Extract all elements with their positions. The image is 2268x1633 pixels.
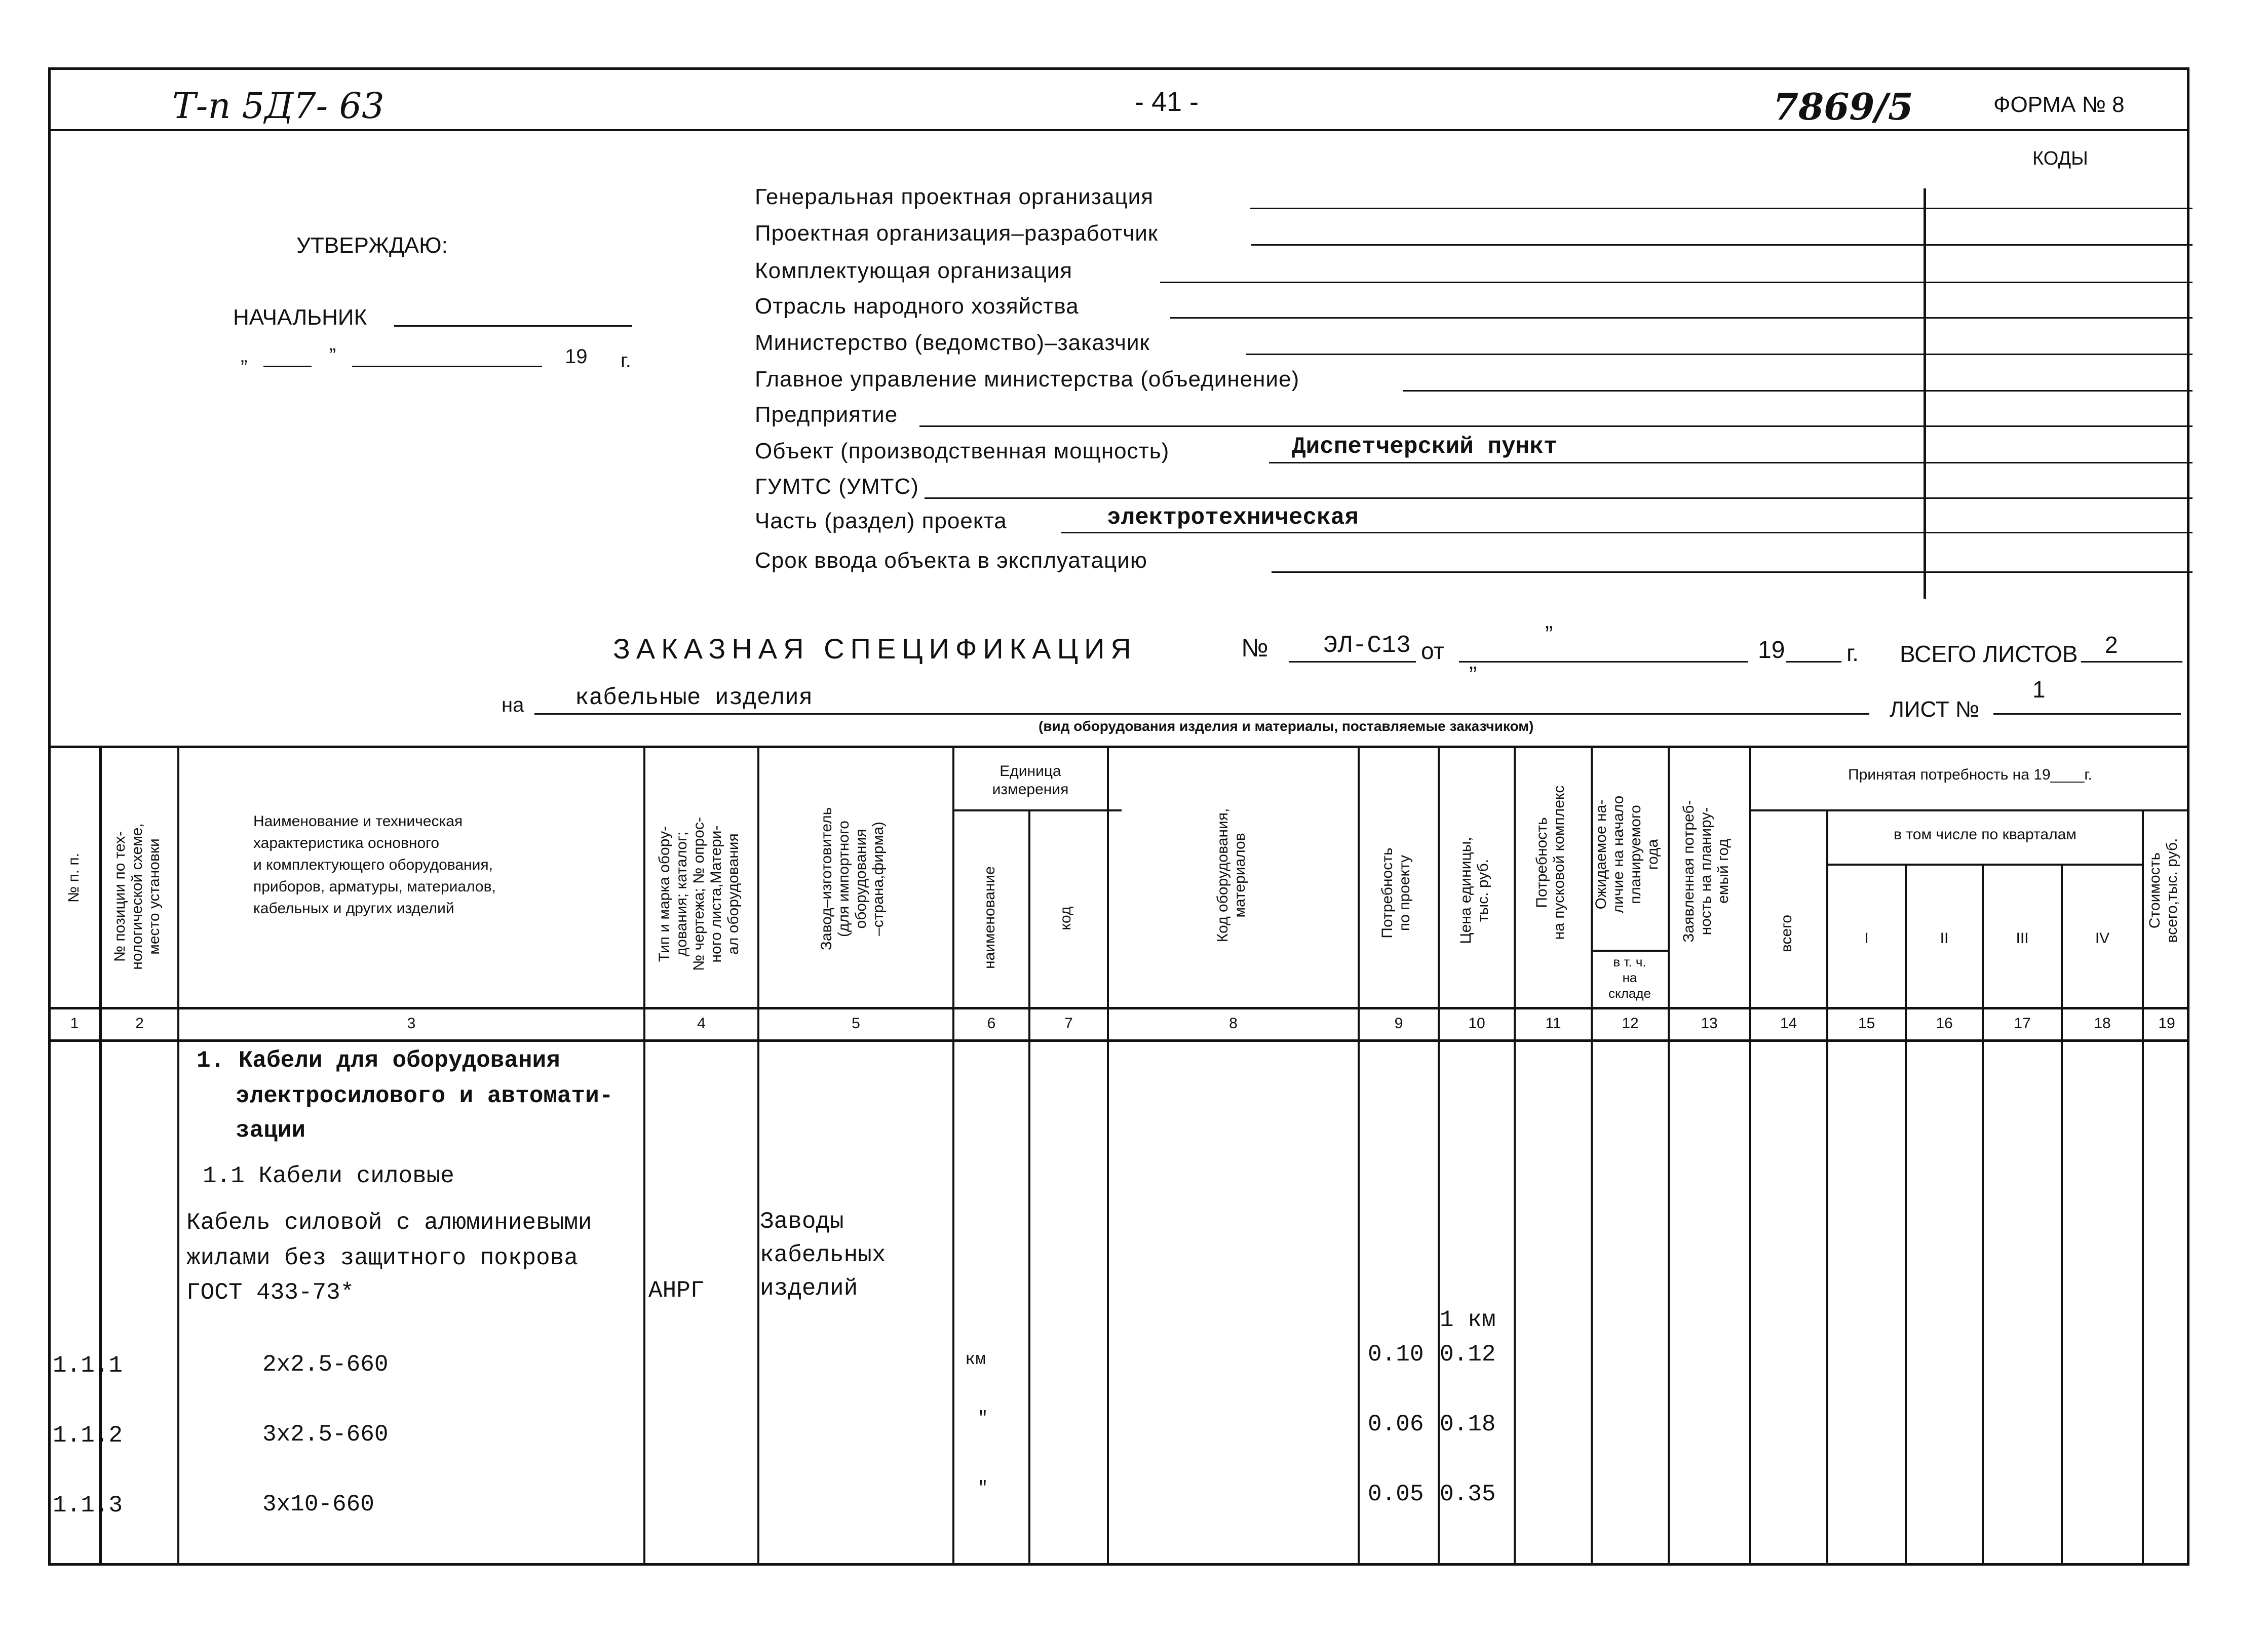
org-developer-line (1251, 244, 2193, 246)
org-supplier-line (1160, 282, 2193, 283)
org-project-part-line (1061, 532, 2193, 533)
col-line-18 (2142, 809, 2144, 1566)
header-equipment-code: Код оборудования, материалов (1214, 808, 1248, 943)
col-number-13: 13 (1701, 1015, 1718, 1032)
header-q4: IV (2095, 930, 2110, 947)
org-gumts-line (925, 497, 2193, 499)
col-number-6: 6 (987, 1015, 996, 1032)
org-developer-label: Проектная организация–разработчик (755, 221, 1159, 246)
approval-chief-line (394, 325, 632, 327)
col-line-15 (1905, 864, 1907, 1566)
col-number-15: 15 (1858, 1015, 1875, 1032)
col-number-16: 16 (1936, 1015, 1953, 1032)
row-1-number: 1.1.1 (53, 1352, 123, 1379)
header-q1: I (1864, 930, 1869, 947)
maker-line-1: Заводы (760, 1209, 844, 1235)
item-type: АНРГ (648, 1277, 705, 1304)
accepted-group-line (1750, 809, 2189, 811)
col-number-4: 4 (697, 1015, 706, 1032)
header-unit-code: код (1057, 906, 1074, 930)
header-launch-need: Потребность на пусковой комплекс (1533, 785, 1567, 940)
header-name: Наименование и техническая характеристика основного и комплектующего оборудования, приборов, арматуры, материалов, кабельных и других изделий (253, 813, 496, 917)
spec-for-value: кабельные изделия (575, 685, 813, 711)
org-industry-label: Отрасль народного хозяйства (755, 294, 1079, 319)
org-project-part-value: электротехническая (1107, 504, 1359, 531)
org-project-part-label: Часть (раздел) проекта (755, 509, 1007, 533)
header-q2: II (1940, 930, 1949, 947)
subsection-title: 1.1 Кабели силовые (203, 1163, 454, 1189)
approval-year-suffix: г. (621, 349, 631, 372)
org-general-line (1250, 208, 2193, 209)
col-line-5 (952, 746, 954, 1566)
org-main-department-label: Главное управление министерства (объединение) (755, 367, 1300, 392)
row-1-name: 2х2.5-660 (262, 1351, 389, 1378)
col-number-3: 3 (407, 1015, 416, 1032)
top-band-divider (48, 129, 2189, 131)
approval-day-line (263, 366, 312, 367)
header-type: Тип и марка обору- дования; каталог; № чертежа; № опрос- ного листа,Матери- ал оборудования (656, 817, 742, 971)
col-number-10: 10 (1468, 1015, 1485, 1032)
header-maker: Завод–изготовитель (для импортного оборудования –страна,фирма) (818, 807, 887, 951)
org-general-label: Генеральная проектная организация (755, 184, 1154, 209)
header-accepted-group: Принятая потребность на 19____г. (1848, 766, 2092, 783)
header-expected-stock: Ожидаемое на- личие на начало планируемого года (1593, 795, 1661, 914)
row-1-price: 0.12 (1440, 1341, 1496, 1368)
col-number-9: 9 (1394, 1015, 1403, 1032)
spec-number-label: № (1241, 634, 1268, 662)
section-title-line-2: электросилового и автомати- (236, 1083, 613, 1109)
col-line-3 (643, 746, 645, 1566)
approval-quote-open: „ (241, 344, 248, 367)
stock-sub-line (1591, 950, 1668, 952)
row-3-unit: " (978, 1479, 988, 1498)
org-supplier-label: Комплектующая организация (755, 258, 1073, 283)
header-cost: Стоимость всего,тыс. руб. (2146, 838, 2180, 943)
spec-quote-top: ” (1545, 621, 1553, 647)
approval-title: УТВЕРЖДАЮ: (296, 233, 448, 258)
header-unit-group: Единица измерения (992, 763, 1069, 798)
row-2-unit: " (978, 1409, 988, 1428)
spec-number-line (1289, 661, 1416, 663)
col-number-11: 11 (1545, 1015, 1561, 1032)
col-number-7: 7 (1064, 1015, 1073, 1032)
row-3-price: 0.35 (1440, 1481, 1496, 1507)
org-object-label: Объект (производственная мощность) (755, 439, 1170, 463)
row-3-need: 0.05 (1368, 1481, 1424, 1507)
org-ministry-line (1246, 354, 2193, 355)
spec-total-sheets-line (2081, 661, 2182, 663)
col-number-5: 5 (852, 1015, 860, 1032)
header-total: всего (1778, 914, 1795, 953)
org-object-line (1269, 462, 2193, 463)
col-line-14 (1826, 809, 1828, 1566)
header-project-need: Потребность по проекту (1379, 847, 1413, 939)
spec-total-sheets: 2 (2105, 632, 2118, 658)
header-declared-need: Заявленная потреб- ность на планиру- емый год (1680, 800, 1732, 943)
header-q3: III (2016, 930, 2029, 947)
col-line-13 (1749, 746, 1751, 1566)
row-2-number: 1.1.2 (53, 1422, 123, 1449)
col-number-8: 8 (1229, 1015, 1238, 1032)
row-3-name: 3х10-660 (262, 1491, 374, 1518)
row-2-need: 0.06 (1368, 1411, 1424, 1437)
col-line-10 (1514, 746, 1516, 1566)
org-object-value: Диспетчерский пункт (1292, 434, 1558, 460)
col-line-17 (2061, 864, 2063, 1566)
org-main-department-line (1403, 390, 2193, 392)
col-line-4 (757, 746, 759, 1566)
price-unit: 1 км (1440, 1307, 1496, 1333)
item-desc-line-2: жилами без защитного покрова (186, 1245, 578, 1271)
org-ministry-label: Министерство (ведомство)–заказчик (755, 330, 1150, 355)
row-2-name: 3х2.5-660 (262, 1421, 389, 1448)
spec-sheet-number: 1 (2032, 676, 2046, 703)
header-position: № позиции по тех- нологической схеме, место установки (111, 823, 163, 970)
maker-line-3: изделий (760, 1275, 858, 1302)
col-line-2 (177, 746, 179, 1566)
section-title-line-1: 1. Кабели для оборудования (197, 1047, 560, 1074)
org-industry-line (1170, 317, 2193, 319)
header-stock-sub: в т. ч. на складе (1608, 954, 1651, 1001)
approval-month-line (352, 366, 542, 367)
col-line-7 (1107, 746, 1109, 1566)
item-desc-line-3: ГОСТ 433-73* (186, 1279, 355, 1306)
row-1-need: 0.10 (1368, 1341, 1424, 1368)
spec-year-line (1786, 661, 1841, 663)
col-line-6 (1028, 809, 1030, 1566)
page-number: - 41 - (1135, 87, 1199, 117)
org-gumts-label: ГУМТС (УМТС) (755, 474, 919, 499)
header-row-no: № п. п. (65, 853, 82, 903)
spec-sheet-label: ЛИСТ № (1890, 697, 1980, 722)
spec-for-line (534, 713, 1869, 715)
spec-from-label: от (1421, 638, 1444, 664)
col-number-18: 18 (2094, 1015, 2111, 1032)
spec-title: ЗАКАЗНАЯ СПЕЦИФИКАЦИЯ (613, 633, 1137, 665)
maker-line-2: кабельных (760, 1242, 886, 1268)
spec-for-label: на (502, 694, 524, 716)
table-number-row-bottom-line (48, 1039, 2189, 1042)
col-line-9 (1438, 746, 1440, 1566)
unit-group-line (952, 809, 1122, 811)
spec-caption: (вид оборудования изделия и материалы, поставляемые заказчиком) (1039, 718, 1534, 734)
org-enterprise-line (919, 425, 2193, 427)
spec-date-line (1459, 661, 1748, 663)
section-title-line-3: зации (236, 1117, 306, 1144)
codes-column-divider (1924, 188, 1926, 599)
doc-number: 7869/5 (1773, 85, 1913, 128)
row-2-price: 0.18 (1440, 1411, 1496, 1437)
col-number-12: 12 (1622, 1015, 1639, 1032)
col-number-2: 2 (135, 1015, 144, 1032)
spec-sheet-line (1993, 713, 2181, 715)
approval-quote-close: ” (329, 344, 336, 367)
row-3-number: 1.1.3 (53, 1492, 123, 1519)
header-unit-price: Цена единицы, тыс. руб. (1457, 837, 1491, 944)
approval-year: 19 (565, 345, 588, 368)
org-commissioning-line (1272, 571, 2193, 573)
col-line-12 (1668, 746, 1670, 1566)
spec-year-suffix: г. (1847, 640, 1859, 666)
org-commissioning-label: Срок ввода объекта в эксплуатацию (755, 548, 1147, 573)
header-quarters-group: в том числе по кварталам (1894, 826, 2077, 843)
spec-quote-bottom: ” (1469, 662, 1477, 688)
approval-chief: НАЧАЛЬНИК (233, 305, 367, 330)
quarters-group-line (1826, 864, 2144, 866)
form-label: ФОРМА № 8 (1993, 92, 2125, 117)
col-line-8 (1358, 746, 1360, 1566)
col-number-14: 14 (1780, 1015, 1797, 1032)
table-top-line (48, 746, 2189, 748)
spec-total-sheets-label: ВСЕГО ЛИСТОВ (1900, 641, 2078, 667)
project-code: Т-п 5Д7- 63 (172, 85, 385, 127)
item-desc-line-1: Кабель силовой с алюминиевыми (186, 1210, 592, 1236)
spec-year: 19 (1758, 637, 1785, 664)
row-1-unit: км (965, 1350, 986, 1370)
col-number-17: 17 (2014, 1015, 2031, 1032)
col-line-16 (1982, 864, 1984, 1566)
org-enterprise-label: Предприятие (755, 402, 898, 427)
spec-number: ЭЛ-С13 (1323, 632, 1411, 659)
col-number-1: 1 (70, 1015, 79, 1032)
table-header-bottom-line (48, 1007, 2189, 1009)
header-unit-name: наименование (981, 866, 998, 969)
col-number-19: 19 (2158, 1015, 2175, 1032)
codes-label: КОДЫ (2032, 148, 2088, 169)
